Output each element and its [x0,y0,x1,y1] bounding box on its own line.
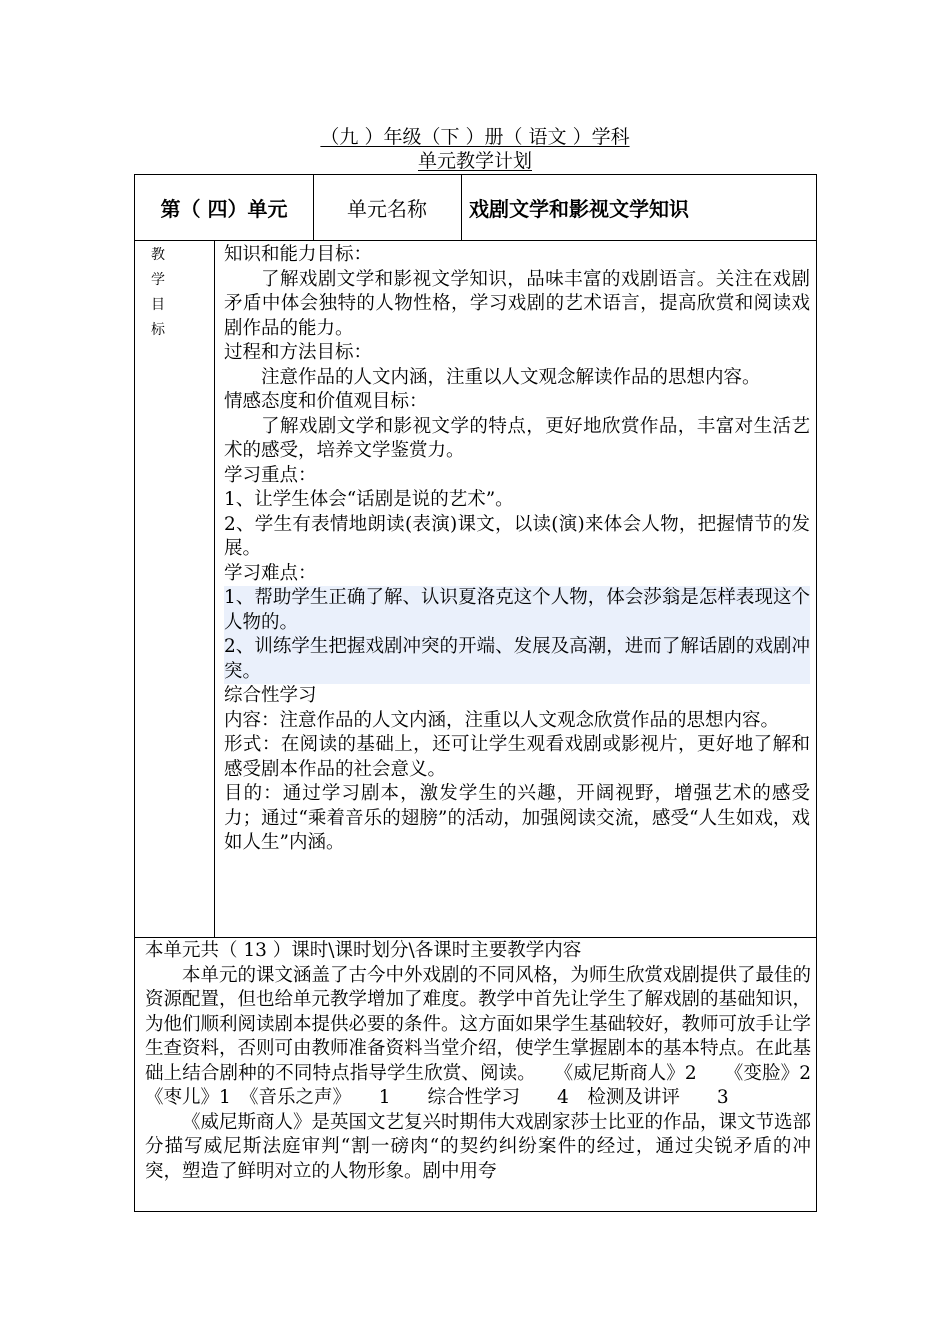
doc-title-line1: （九 ）年级（下 ）册（ 语文 ）学科 [320,126,630,148]
unit-name-value-cell [469,175,809,240]
objective-paragraph: 形式：在阅读的基础上，还可让学生观看戏剧或影视片，更好地了解和感受剧本作品的社会意义。 [224,734,810,780]
objective-paragraph: 情感态度和价值观目标： [224,391,428,412]
schedule-paragraph: 《威尼斯商人》是英国文艺复兴时期伟大戏剧家莎士比亚的作品，课文节选部分描写威尼斯法庭审判“割一磅肉“的契约纠纷案件的经过，通过尖锐矛盾的冲突，塑造了鲜明对立的人物形象。剧中用夸 [145,1111,812,1182]
unit-name-value: 戏剧文学和影视文学知识 [469,197,689,221]
unit-number-cell [135,175,313,240]
objectives-content [224,243,810,856]
objective-paragraph: 过程和方法目标： [224,342,373,363]
objective-paragraph: 知识和能力目标： [224,244,373,265]
objective-paragraph: 了解戏剧文学和影视文学的特点，更好地欣赏作品，丰富对生活艺术的感受，培养文学鉴赏力。 [224,415,810,461]
objectives-label [145,243,171,343]
objectives-label-char: 教 [151,247,165,263]
schedule-content [145,939,830,1184]
objective-paragraph: 目的：通过学习剧本，激发学生的兴趣，开阔视野，增强艺术的感受力；通过“乘着音乐的翅膀”的活动，加强阅读交流，感受“人生如戏，戏如人生”内涵。 [224,783,810,853]
objective-paragraph: 了解戏剧文学和影视文学知识，品味丰富的戏剧语言。关注在戏剧矛盾中体会独特的人物性格，学习戏剧的艺术语言，提高欣赏和阅读戏剧作品的能力。 [224,268,810,339]
objectives-label-char: 标 [151,322,165,338]
objective-paragraph: 学习难点： [224,562,317,584]
objective-paragraph: 注意作品的人文内涵，注重以人文观念解读作品的思想内容。 [261,366,761,388]
schedule-paragraph: 本单元的课文涵盖了古今中外戏剧的不同风格，为师生欣赏戏剧提供了最佳的资源配置，但也给单元教学增加了难度。教学中首先让学生了解戏剧的基础知识，为他们顺利阅读剧本提供必要的条件。这方面如果学生基础较好，教师可放手让学生查资料，否则可由教师准备资料当堂介绍，使学生掌握剧本的基本特点。在此基础上结合剧种的不同特点指导学生欣赏、阅读。 《威尼斯商人》2 《变脸》2 《枣儿》1 《音乐之声》 1 综合性学习 4 检测及讲评 3 [145,964,830,1108]
objectives-label-char: 学 [151,272,165,288]
unit-name-label-cell [314,175,460,240]
doc-title-line2: 单元教学计划 [417,150,532,172]
objective-paragraph: 内容：注意作品的人文内涵，注重以人文观念欣赏作品的思想内容。 [224,709,780,731]
unit-plan-table [134,174,830,1212]
objective-paragraph: 2、学生有表情地朗读(表演)课文，以读(演)来体会人物，把握情节的发展。 [224,513,810,559]
objective-paragraph: 学习重点： [224,464,317,486]
unit-name-label: 单元名称 [347,197,427,221]
objective-paragraph: 1、帮助学生正确了解、认识夏洛克这个人物，体会莎翁是怎样表现这个人物的。 [224,586,810,635]
unit-number-label: 第（ 四）单元 [160,197,288,221]
objective-paragraph: 综合性学习 [224,685,317,706]
objective-paragraph: 2、训练学生把握戏剧冲突的开端、发展及高潮，进而了解话剧的戏剧冲突。 [224,635,810,684]
objective-paragraph: 1、让学生体会“话剧是说的艺术”。 [224,489,514,510]
schedule-paragraph: 本单元共（ 13 ）课时\课时划分\各课时主要教学内容 [145,940,582,961]
objectives-label-char: 目 [151,297,165,313]
